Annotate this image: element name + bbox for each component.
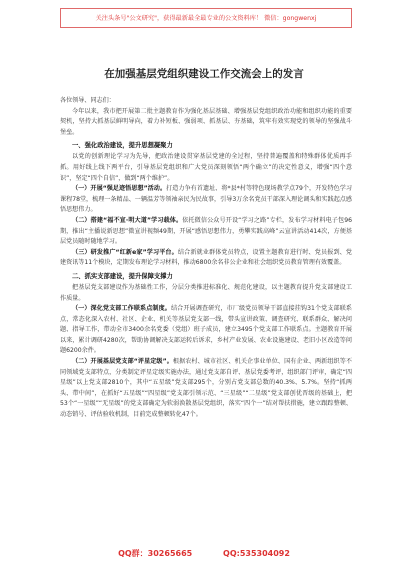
footer-contact: [0, 548, 408, 559]
section-lead: 把基层党支部建设作为基础性工作，分层分类推进标准化、规范化建设，以主题教育提升党支部建设工作质量。: [60, 283, 352, 302]
item-text: 结合开展调查研究，市厂级党员领导干部直接挂钩31个党支部联系点，常态化深入农村、社区、企业、机关等基层党支部一线，带头宣讲政策、调查研究、联系群众、解决问题、指导工作，带动全市3400余名党委（党组）班子成员，建立3495个党支部工作联系点。主题教育开展以来，累计调研4280次，帮助协调解决支部运转后诉求，乡村产业发展、农业设施建设、老旧小区改造等问题6200余件。: [60, 305, 352, 355]
item-paragraph: [60, 304, 352, 357]
item-label: （二）搭建“福不宣·明大道”学习载体。: [72, 216, 183, 224]
item-label: （三）研发推广“红新e家”学习平台。: [72, 248, 178, 256]
item-label: （二）开展基层党支部“评星定级”。: [72, 358, 173, 366]
item-text: 依托微信公众号开设“学习之路”专栏，发布学习材料电子包96期，推出“主播说新思想”微宣讲视频49期，开展“感悟思想伟力，勇攀实践高峰”云宣讲活动414次，方便基层党员随时随地学习。: [60, 216, 352, 246]
item-text: 结合新就业群体党员特点，设置主题教育进行时、党员报到、党建资讯等11个模块，定期发布理论学习材料，推动6800余名非公企业和社会组织党员教育管理有效覆盖。: [60, 248, 352, 267]
section-heading: 二、抓实支部建设，提升保障支撑力: [72, 272, 173, 280]
footer-qq: QQ:535304092: [223, 549, 290, 558]
document-title: 在加强基层党组织建设工作交流会上的发言: [104, 68, 304, 80]
item-paragraph: [60, 357, 352, 421]
greeting: 各位领导、同志们：: [60, 97, 115, 104]
document-body: [60, 96, 352, 421]
item-paragraph: [60, 248, 352, 269]
section-lead: 以党的创新理论学习为先导，把政治建设贯穿基层党建的全过程，坚持普遍覆盖和特殊群体优质再手抓。用好线上线下两平台，引导基层党组织和广大党员深刻领悟“两个确立”的决定性意义，增强“四个意识”，坚定“四个自信”，做到“两个维护”。: [60, 153, 352, 182]
item-label: （一）深化党支部工作联系点制度。: [72, 305, 171, 313]
footer-qq-group: QQ群：30265665: [118, 549, 193, 558]
top-promo-banner: 关注头条号"公文研究"，获得最新最全最专业的公文资料库！ 微信：gongwenxj: [60, 8, 352, 28]
intro-paragraph: 今年以来，我市把开展第二批主题教育作为强化基层基础、增强基层党组织政治功能和组织功能的重要契机，坚持大抓基层鲜明导向，着力补短板、强弱项、抓基层、夯基础，筑牢有效实现党的领导的坚强战斗堡垒。: [60, 107, 352, 136]
section-heading: 一、强化政治建设，提升思想凝聚力: [72, 142, 173, 150]
item-text: 打造力争有首遗址、将*县*村等特色现场教学点79个，开发特色学习课程78堂，梳理一条精品、一辆温芳等领袖亲民为民故事，引导3万余名党员干部深入理论调头和实践起点感悟思想伟力。: [60, 185, 352, 214]
item-paragraph: [60, 184, 352, 216]
item-text: 根据农村、城市社区、机关企事业单位、国有企业、两新组织等不同领域党支部特点，分类制定评星定级实施办法，通过党支部自评、基层党委考评，组织部门评审，确定“四星级”以上党支部2810个，其中“五星级”党支部295个，分别占党支部总数的40.3%、5.7%。坚持“抓两头、带中间”，在抓好“五星级”“四星级”党支部引领示范、“三星级”“二星级”党支部创优晋级的基础上，把53个“一星级”“无星级”的党支部确定为软弱涣散基层党组织，落实“四个一”结对帮扶措施，建立跟踪整顿、动态销号、评估验收机制，目前完成整顿转化47个。: [60, 358, 352, 419]
item-paragraph: [60, 216, 352, 248]
item-label: （一）开展“强足迹悟思想”活动。: [72, 185, 167, 193]
